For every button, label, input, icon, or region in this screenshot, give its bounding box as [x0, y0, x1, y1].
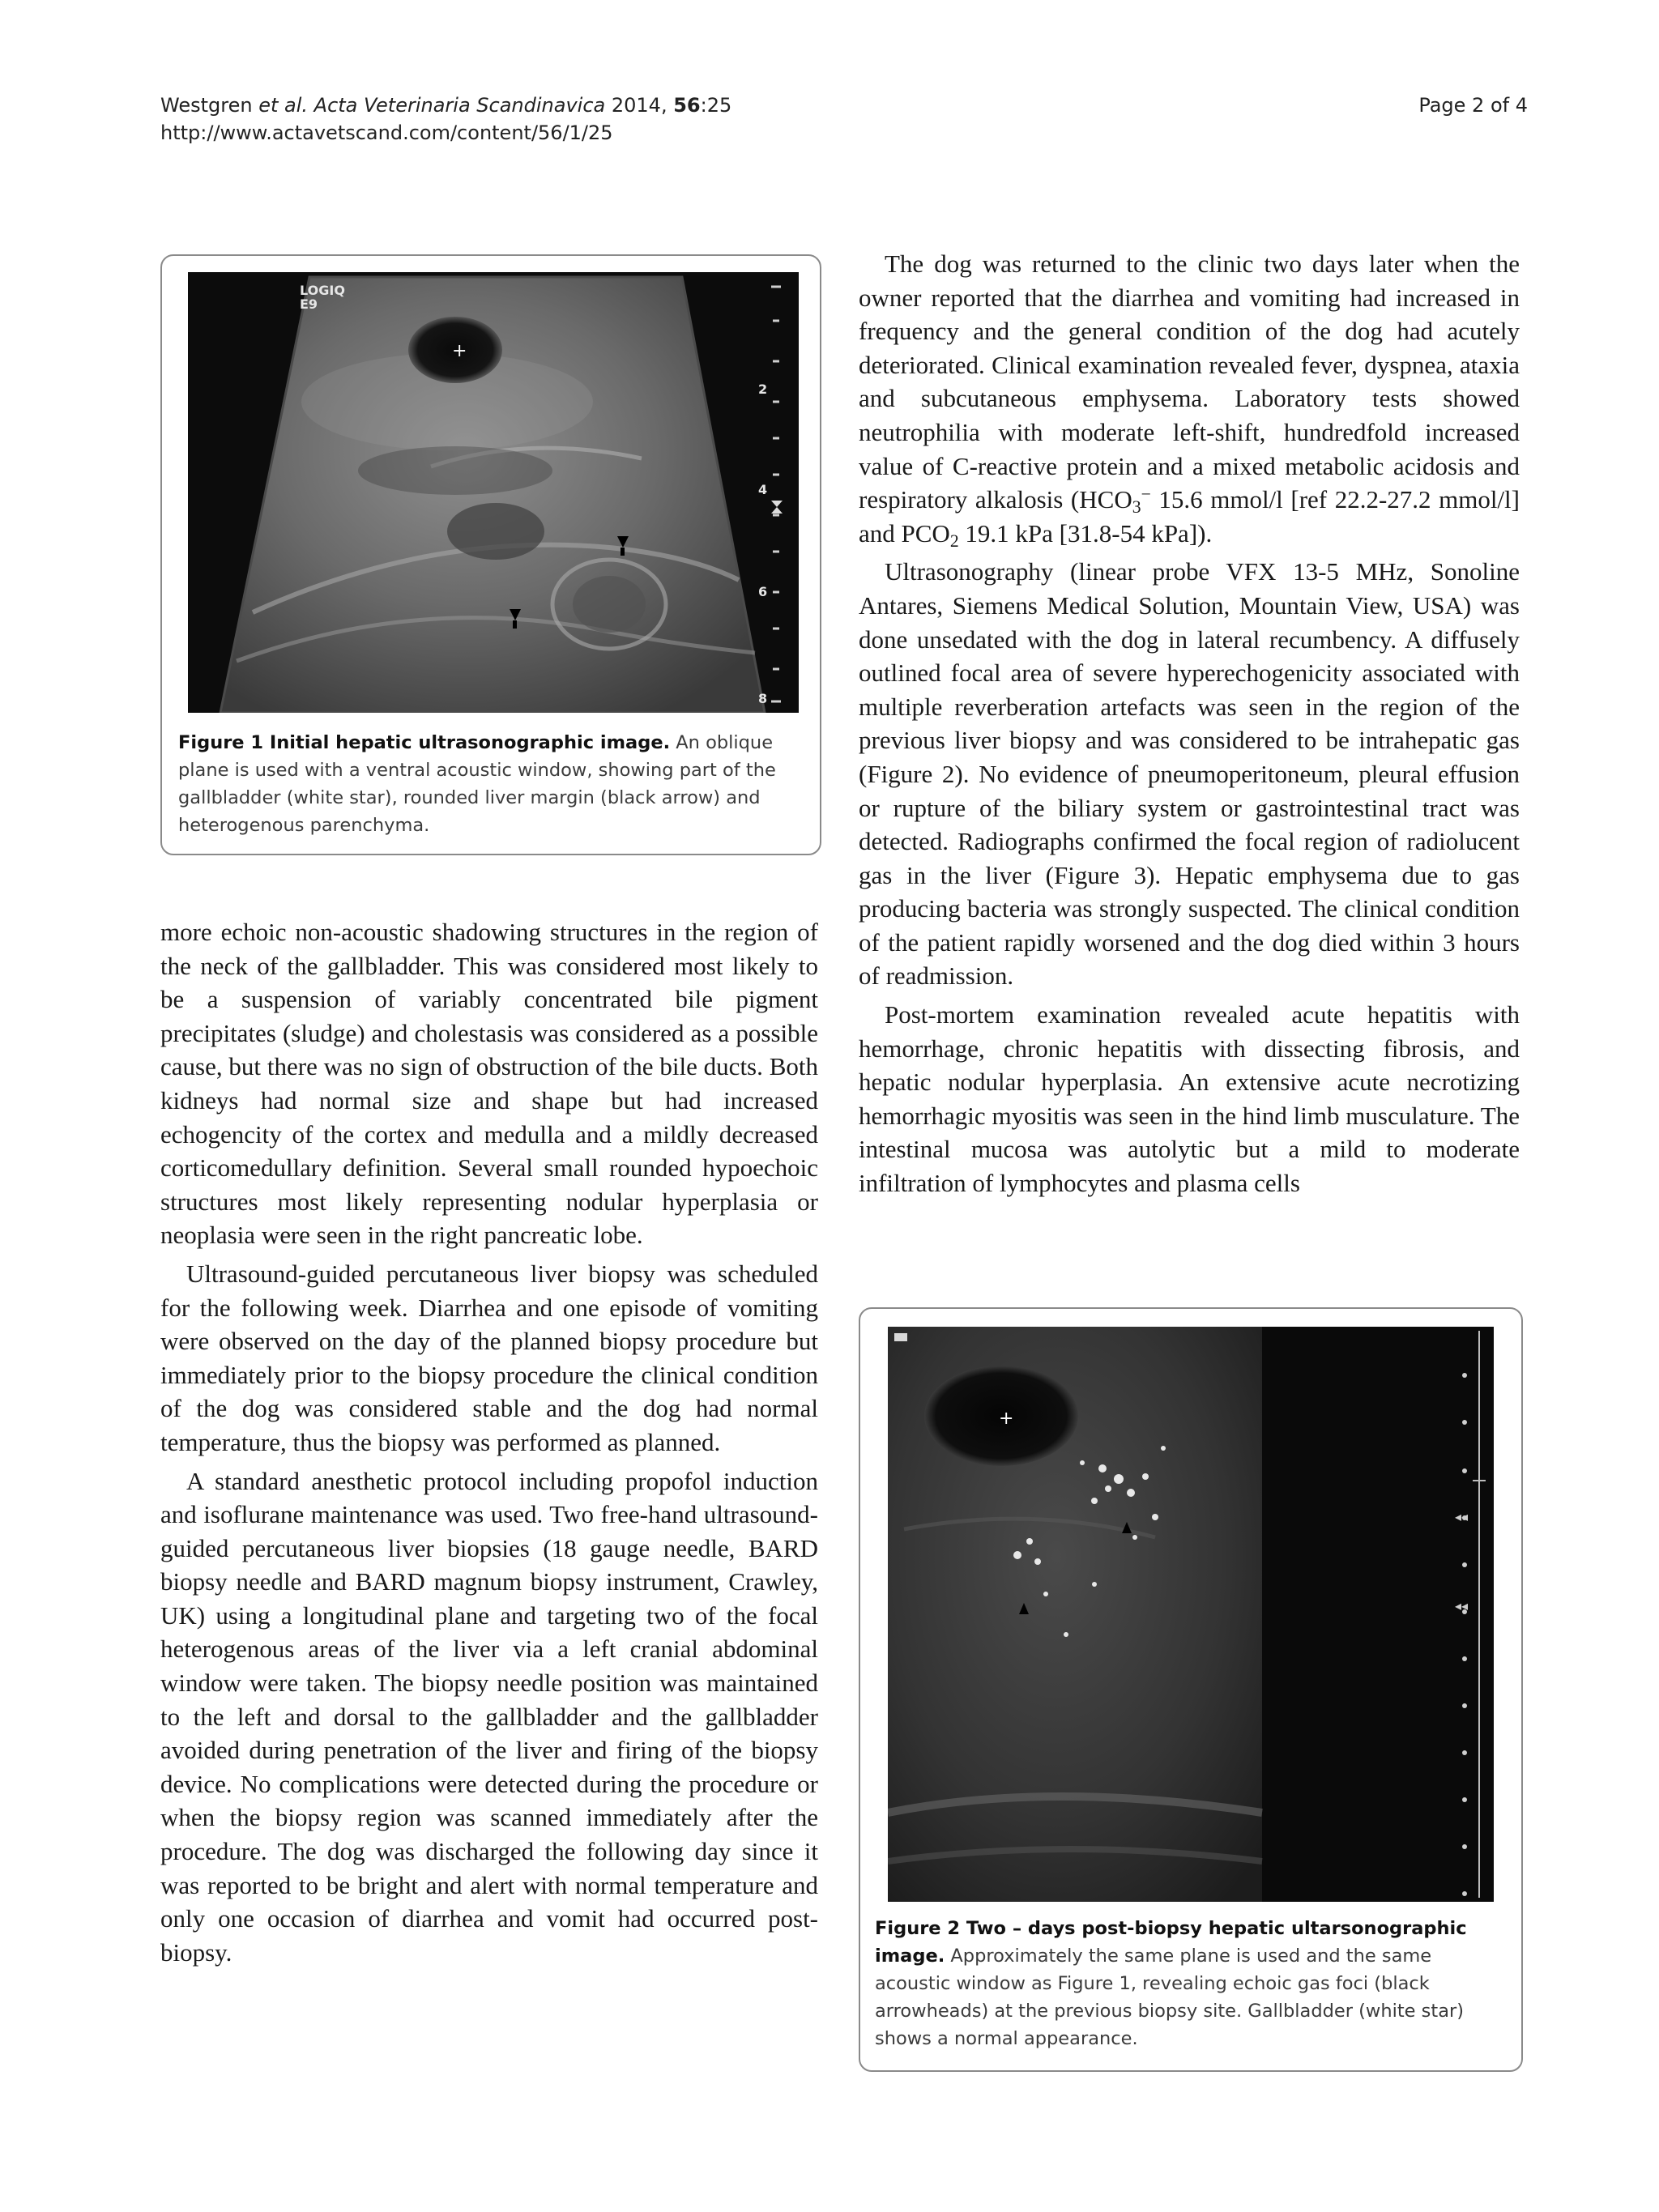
figure-1-depth-4: 4 [758, 482, 768, 497]
figure-1-depth-6: 6 [758, 584, 768, 599]
header-issue: :25 [700, 94, 732, 117]
right-paragraph-2: Ultrasonography (linear probe VFX 13-5 MHz, Sonoline Antares, Siemens Medical Solution, Mountain View, USA) was done unsedated with the dog in lateral recumbency. A diffusely outlined focal area of severe hyperechogenicity associated with multiple reverberation artefacts was seen in the region of the previous liver biopsy and was considered to be intrahepatic gas (Figure 2). No evidence of pneumoperitoneum, pleural effusion or rupture of the biliary system or gastrointestinal tract was detected. Radiographs confirmed the focal region of radiolucent gas in the liver (Figure 3). Hepatic emphysema due to gas producing bacteria was strongly suspected. The clinical condition of the patient rapidly worsened and the dog died within 3 hours of readmission. [859, 557, 1520, 991]
right-paragraph-1-b: 15.6 mmol/l [ref 22.2-27.2 mmol/l] and PCO [859, 485, 1520, 548]
figure-1-depth-8: 8 [758, 691, 768, 706]
running-header [160, 92, 1213, 147]
right-column-text [859, 247, 1520, 1200]
figure-1-machine-label: LOGIQ E9 [300, 283, 345, 312]
figure-1-ultrasound-image [188, 272, 799, 713]
figure-1-caption [178, 729, 802, 839]
right-paragraph-1-a: The dog was returned to the clinic two days later when the owner reported that the diarrhea and vomiting had increased in frequency and the general condition of the dog had acutely deteriorated. Clinical examination revealed fever, dyspnea, ataxia and subcutaneous emphysema. Laboratory tests showed neutrophilia with moderate left-shift, hundredfold increased value of C-reactive protein and a mixed metabolic acidosis and respiratory alkalosis (HCO [859, 249, 1520, 514]
figure-1-caption-body: An oblique plane is used with a ventral acoustic window, showing part of the gallbladder (white star), rounded liver margin (black arrow) and heterogenous parenchyma. [178, 732, 776, 836]
right-paragraph-1 [859, 247, 1520, 550]
header-authors: Westgren [160, 94, 253, 117]
figure-2-caption-body: Approximately the same plane is used and the same acoustic window as Figure 1, revealing echoic gas foci (black arrowheads) at the previous biopsy site. Gallbladder (white star) shows a normal appearance. [875, 1946, 1465, 2049]
header-volume: 56 [673, 94, 701, 117]
svg-text:+: + [999, 1409, 1014, 1429]
svg-text:◂◂: ◂◂ [1455, 1598, 1469, 1613]
left-paragraph-1: more echoic non-acoustic shadowing structures in the region of the neck of the gallbladder. This was considered most likely to be a suspension of variably concentrated bile pigment precipitates (sludge) and cholestasis was considered as a possible cause, but there was no sign of obstruction of the bile ducts. Both kidneys had normal size and shape but had increased echogencity of the cortex and medulla and a mildly decreased corticomedullary definition. Several small rounded hypoechoic structures most likely representing nodular hyperplasia or neoplasia were seen in the right pancreatic lobe. [160, 918, 818, 1250]
figure-2-caption-title: Figure 2 Two – days post-biopsy hepatic ultarsonographic image. [875, 1918, 1467, 1967]
header-year: 2014, [611, 94, 667, 117]
page-number: Page 2 of 4 [1418, 94, 1528, 117]
figure-2-ultrasound-image [888, 1327, 1494, 1902]
svg-text:◂◂: ◂◂ [1455, 1509, 1469, 1524]
left-paragraph-3: A standard anesthetic protocol including propofol induction and isoflurane maintenance was used. Two free-hand ultrasound-guided percutaneous liver biopsies (18 gauge needle, BARD biopsy needle and BARD magnum biopsy instrument, Crawley, UK) using a longitudinal plane and targeting two of the focal heterogenous areas of the liver via a left cranial abdominal window were taken. The biopsy needle position was maintained to the left and dorsal to the gallbladder and the gallbladder avoided during penetration of the liver and firing of the biopsy device. No complications were detected during the procedure or when the biopsy region was scanned immediately after the procedure. The dog was discharged the following day since it was reported to be bright and alert with normal temperature and only one occasion of diarrhea and vomit had occurred post-biopsy. [160, 1466, 818, 1967]
header-url[interactable]: http://www.actavetscand.com/content/56/1/25 [160, 121, 613, 144]
right-paragraph-3: Post-mortem examination revealed acute hepatitis with hemorrhage, chronic hepatitis with dissecting fibrosis, and hepatic nodular hyperplasia. An extensive acute necrotizing hemorrhagic myositis was seen in the hind limb musculature. The intestinal mucosa was autolytic but a mild to moderate infiltration of lymphocytes and plasma cells [859, 1000, 1520, 1198]
right-paragraph-1-c: 19.1 kPa [31.8-54 kPa]). [958, 518, 1213, 548]
figure-1-depth-2: 2 [758, 381, 768, 397]
svg-text:+: + [452, 341, 467, 361]
hco3-subscript: 3 [1132, 497, 1141, 518]
header-journal: Acta Veterinaria Scandinavica [313, 94, 606, 117]
figure-2-caption [875, 1915, 1507, 2052]
hco3-superscript: − [1141, 484, 1151, 505]
left-paragraph-2: Ultrasound-guided percutaneous liver biopsy was scheduled for the following week. Diarrhea and one episode of vomiting were observed on the day of the planned biopsy procedure but immediately prior to the biopsy procedure the clinical condition of the dog was considered stable and the dog had normal temperature, thus the biopsy was performed as planned. [160, 1259, 818, 1456]
header-etal: et al. [258, 94, 309, 117]
pco2-subscript: 2 [949, 531, 959, 551]
figure-2 [859, 1307, 1523, 2072]
left-column-text [160, 915, 818, 1969]
figure-1 [160, 254, 821, 855]
figure-1-caption-title: Figure 1 Initial hepatic ultrasonographic image. [178, 732, 671, 753]
